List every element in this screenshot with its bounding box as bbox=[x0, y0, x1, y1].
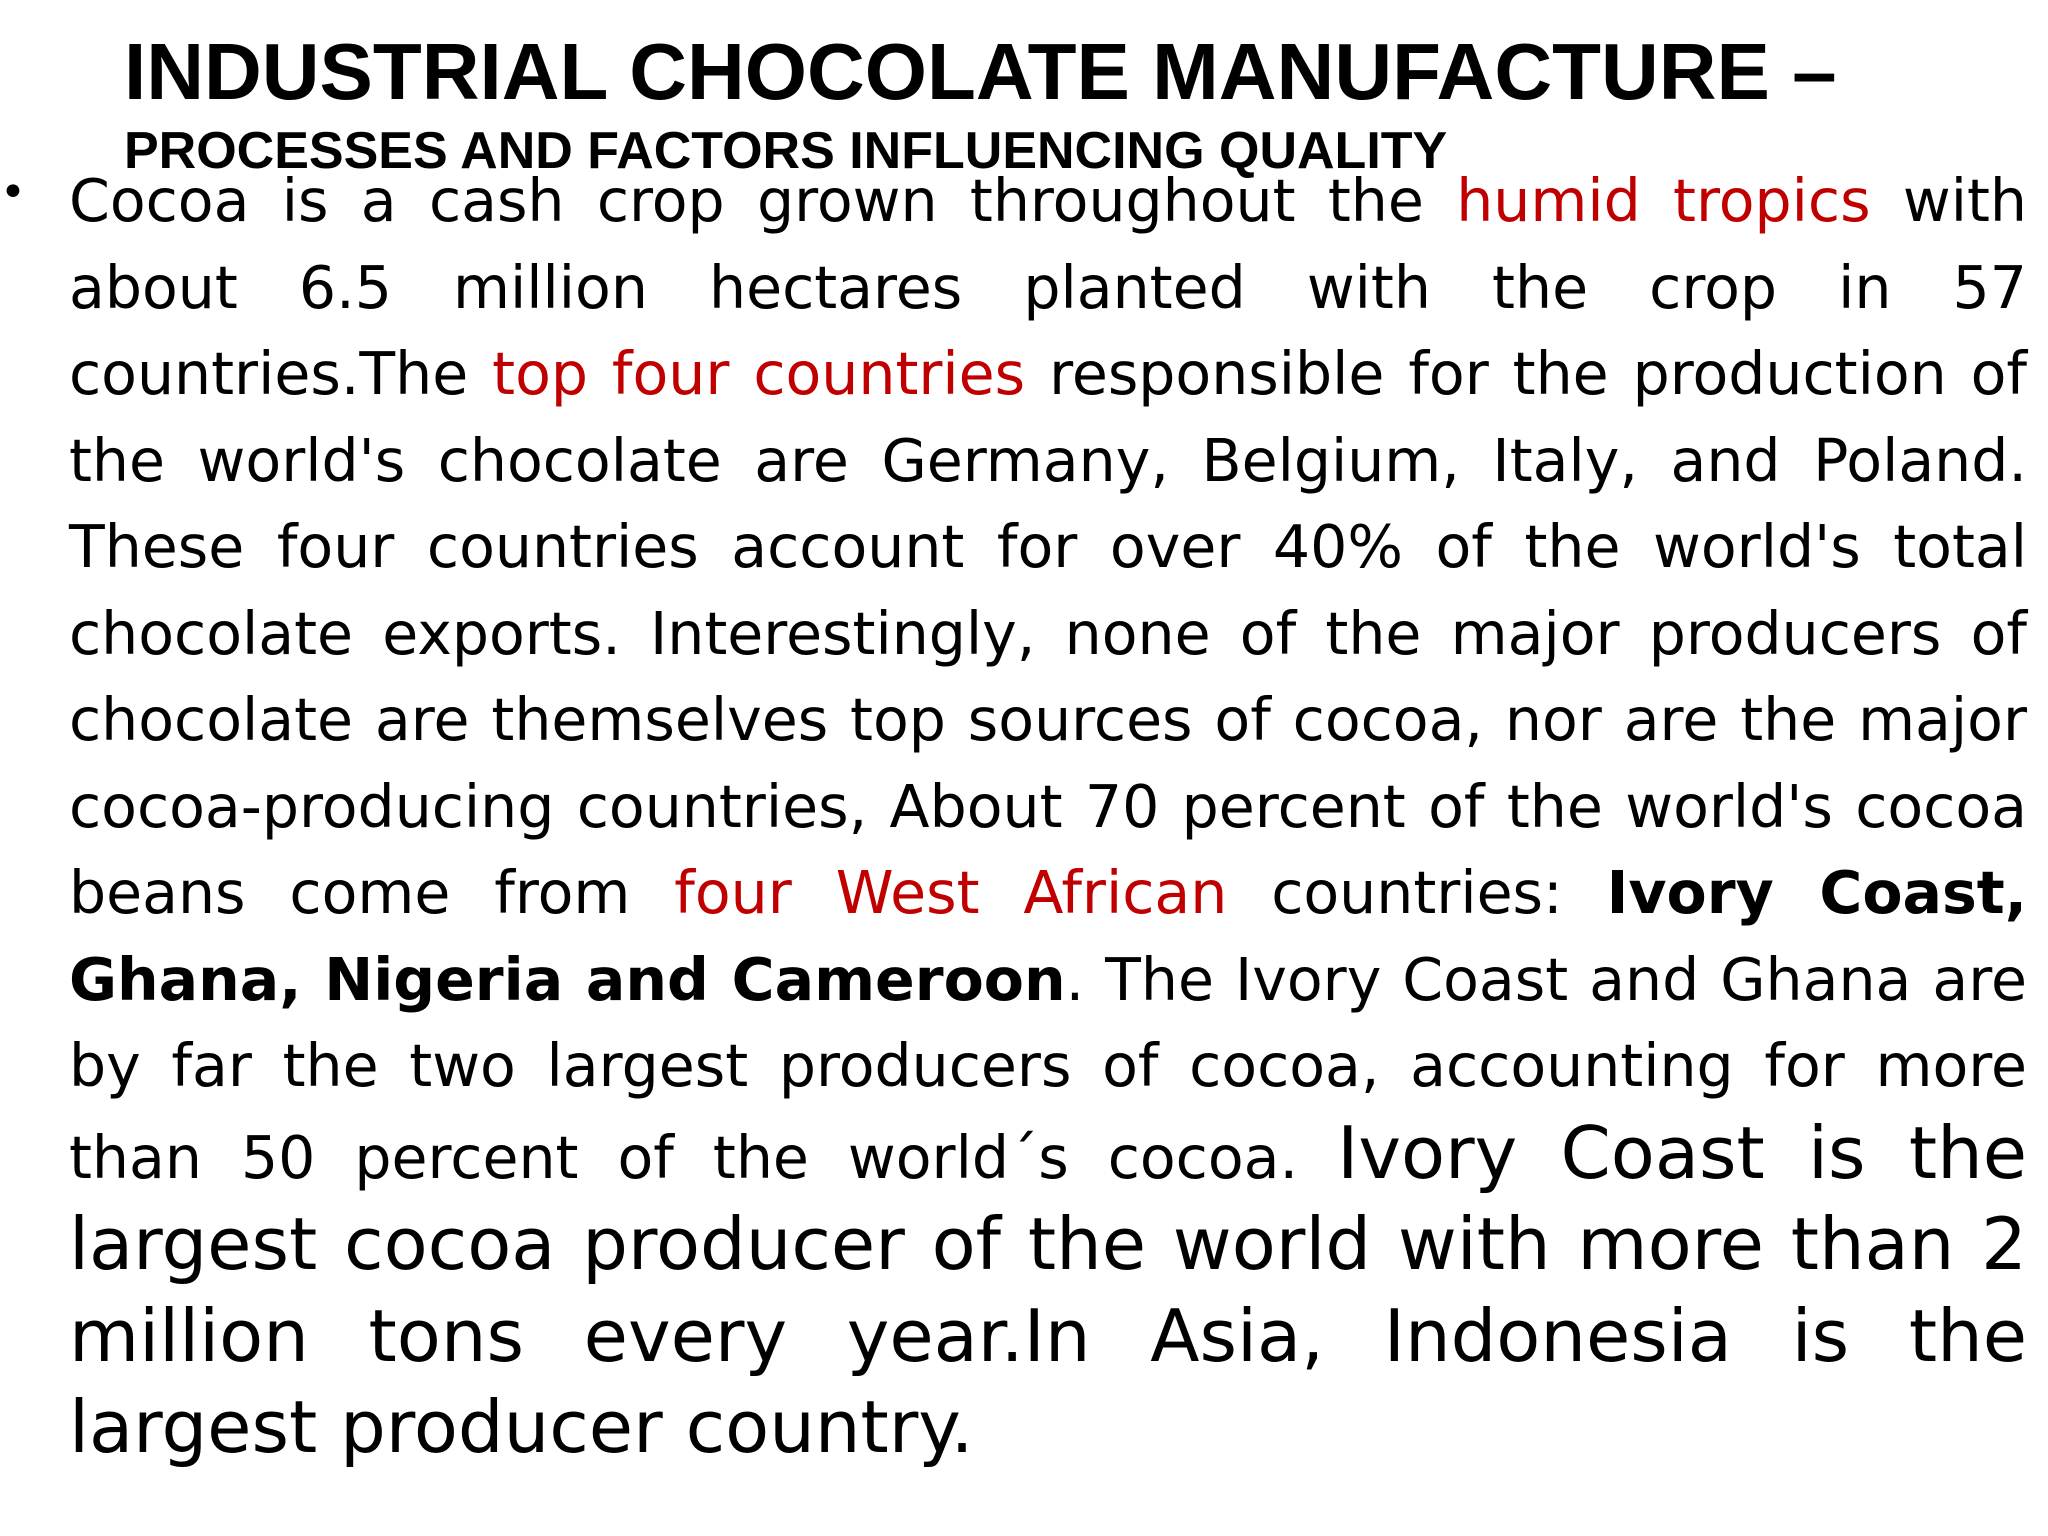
slide-title: INDUSTRIAL CHOCOLATE MANUFACTURE – bbox=[124, 27, 1837, 116]
highlight-four-west-african: four West African bbox=[674, 859, 1228, 927]
text-segment: Cocoa is a cash crop grown throughout the bbox=[69, 167, 1457, 235]
text-segment: responsible for the production of the world's chocolate are Germany, Belgium, Italy, and Poland. These four countries account for over 40% of the world's total chocolate exports. Interestingly, none of the major producers of chocolate are themselves top sources of cocoa, nor are the major cocoa-producing countries, About 70 percent of the world's cocoa beans come from bbox=[69, 340, 2028, 927]
body-paragraph bbox=[69, 158, 2027, 1476]
highlight-top-four-countries: top four countries bbox=[492, 340, 1026, 408]
slide-subtitle: PROCESSES AND FACTORS INFLUENCING QUALITY bbox=[124, 122, 1448, 180]
large-text-segment: Ivory Coast is the largest cocoa producer of the world with more than 2 million tons every year.In Asia, Indonesia is the largest producer country. bbox=[69, 1110, 2027, 1469]
text-segment: . The Ivory Coast and Ghana are by far the two largest producers of cocoa, accounting for more than 50 percent of the world´s cocoa. bbox=[69, 945, 2027, 1192]
bullet-icon: • bbox=[0, 167, 26, 218]
bold-country-list: Ivory Coast, Ghana, Nigeria and Cameroon bbox=[69, 859, 2027, 1014]
highlight-humid-tropics: humid tropics bbox=[1456, 167, 1871, 235]
text-segment: with about 6.5 million hectares planted with the crop in 57 countries.The bbox=[69, 167, 2027, 408]
text-segment: countries: bbox=[1227, 859, 1607, 927]
